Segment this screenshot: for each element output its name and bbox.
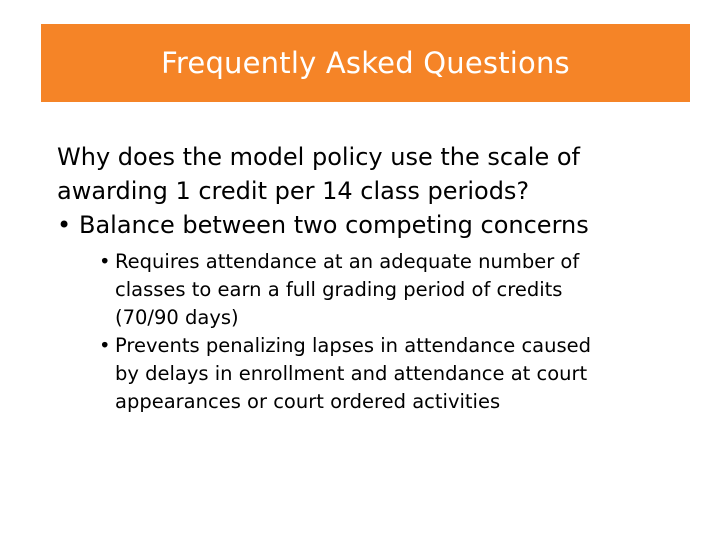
sub-bullet-line: classes to earn a full grading period of credits (115, 278, 563, 301)
slide-title: Frequently Asked Questions (161, 46, 570, 80)
sub-bullet-line: (70/90 days) (115, 306, 239, 329)
sub-bullet-line: by delays in enrollment and attendance at court (115, 362, 588, 385)
sub-bullet-line: Requires attendance at an adequate number of (115, 250, 580, 273)
bullet-text: Balance between two competing concerns (79, 211, 589, 239)
bullet-dot-icon: • (57, 211, 72, 239)
title-bar (41, 24, 690, 102)
question-text (57, 140, 697, 208)
sub-bullet-text (115, 248, 579, 332)
sub-bullet-item (99, 248, 697, 332)
sub-bullet-item (99, 332, 697, 416)
sub-bullet-line: Prevents penalizing lapses in attendance caused (115, 334, 592, 357)
question-line: awarding 1 credit per 14 class periods? (57, 177, 530, 205)
bullet-item (57, 208, 697, 242)
bullet-dot-icon: • (99, 334, 111, 357)
slide-body (57, 140, 697, 416)
sub-bullet-line: appearances or court ordered activities (115, 390, 501, 413)
sub-bullet-text (115, 332, 591, 416)
sub-bullet-list (99, 248, 697, 416)
question-line: Why does the model policy use the scale of (57, 143, 580, 171)
bullet-dot-icon: • (99, 250, 111, 273)
